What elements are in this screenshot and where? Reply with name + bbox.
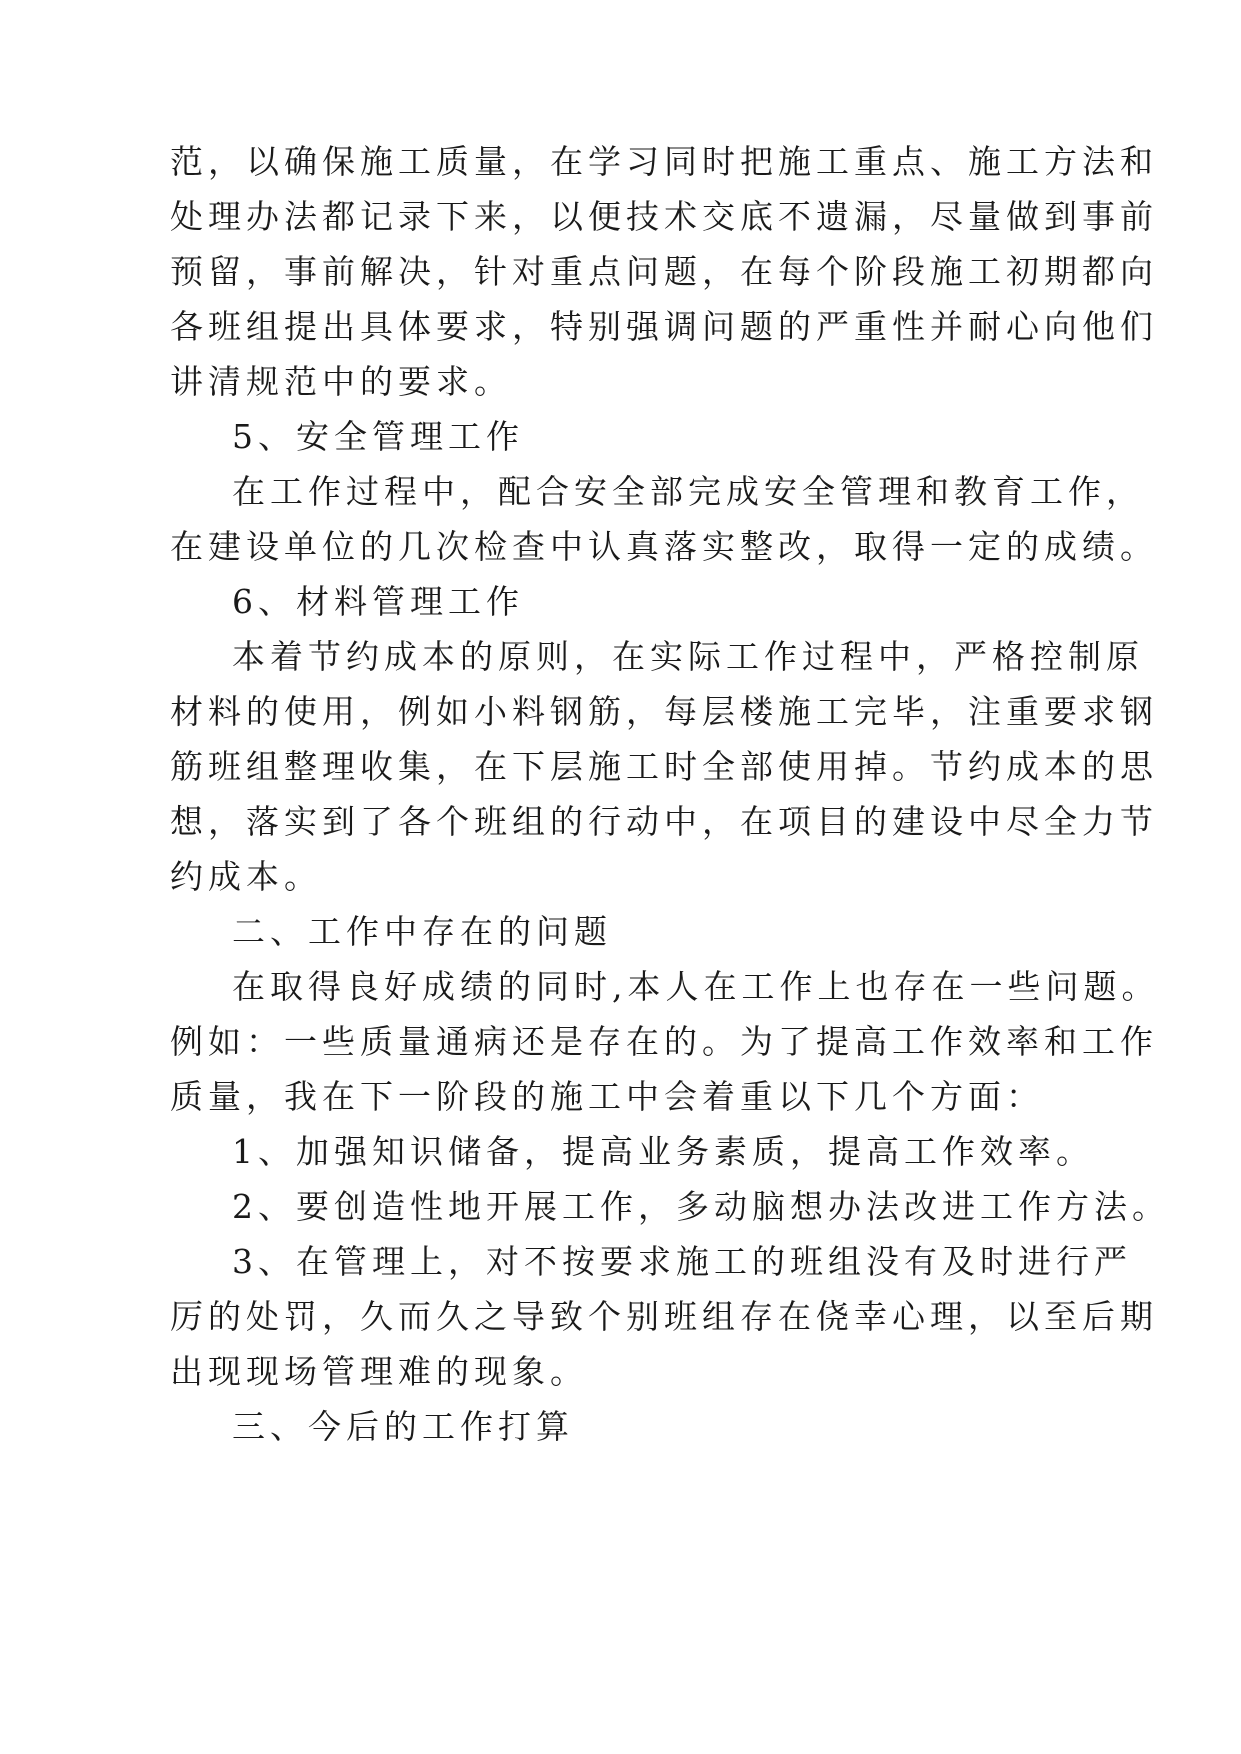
- text-line: 出现现场管理难的现象。: [170, 1352, 588, 1391]
- text-line: 各班组提出具体要求，特别强调问题的严重性并耐心向他们: [170, 307, 1158, 346]
- text-line: 处理办法都记录下来，以便技术交底不遗漏，尽量做到事前: [170, 197, 1158, 236]
- list-item: 2、要创造性地开展工作，多动脑想办法改进工作方法。: [232, 1187, 1170, 1226]
- text-line: 在取得良好成绩的同时,本人在工作上也存在一些问题。: [232, 967, 1160, 1006]
- text-line: 在工作过程中，配合安全部完成安全管理和教育工作，: [232, 472, 1144, 511]
- section-heading: 6、材料管理工作: [232, 582, 524, 621]
- text-line: 预留，事前解决，针对重点问题，在每个阶段施工初期都向: [170, 252, 1158, 291]
- text-line: 在建设单位的几次检查中认真落实整改，取得一定的成绩。: [170, 527, 1158, 566]
- list-item: 1、加强知识储备，提高业务素质，提高工作效率。: [232, 1132, 1094, 1171]
- section-heading: 二、工作中存在的问题: [232, 912, 612, 951]
- text-line: 想，落实到了各个班组的行动中，在项目的建设中尽全力节: [170, 802, 1158, 841]
- list-item: 3、在管理上，对不按要求施工的班组没有及时进行严: [232, 1242, 1132, 1281]
- text-line: 讲清规范中的要求。: [170, 362, 512, 401]
- text-line: 本着节约成本的原则，在实际工作过程中，严格控制原: [232, 637, 1144, 676]
- text-line: 厉的处罚，久而久之导致个别班组存在侥幸心理，以至后期: [170, 1297, 1158, 1336]
- text-line: 范，以确保施工质量，在学习同时把施工重点、施工方法和: [170, 142, 1158, 181]
- text-line: 例如：一些质量通病还是存在的。为了提高工作效率和工作: [170, 1022, 1158, 1061]
- text-line: 质量，我在下一阶段的施工中会着重以下几个方面：: [170, 1077, 1044, 1116]
- text-line: 约成本。: [170, 857, 322, 896]
- text-line: 材料的使用，例如小料钢筋，每层楼施工完毕，注重要求钢: [170, 692, 1158, 731]
- text-line: 筋班组整理收集，在下层施工时全部使用掉。节约成本的思: [170, 747, 1158, 786]
- section-heading: 5、安全管理工作: [232, 417, 524, 456]
- section-heading: 三、今后的工作打算: [232, 1407, 574, 1446]
